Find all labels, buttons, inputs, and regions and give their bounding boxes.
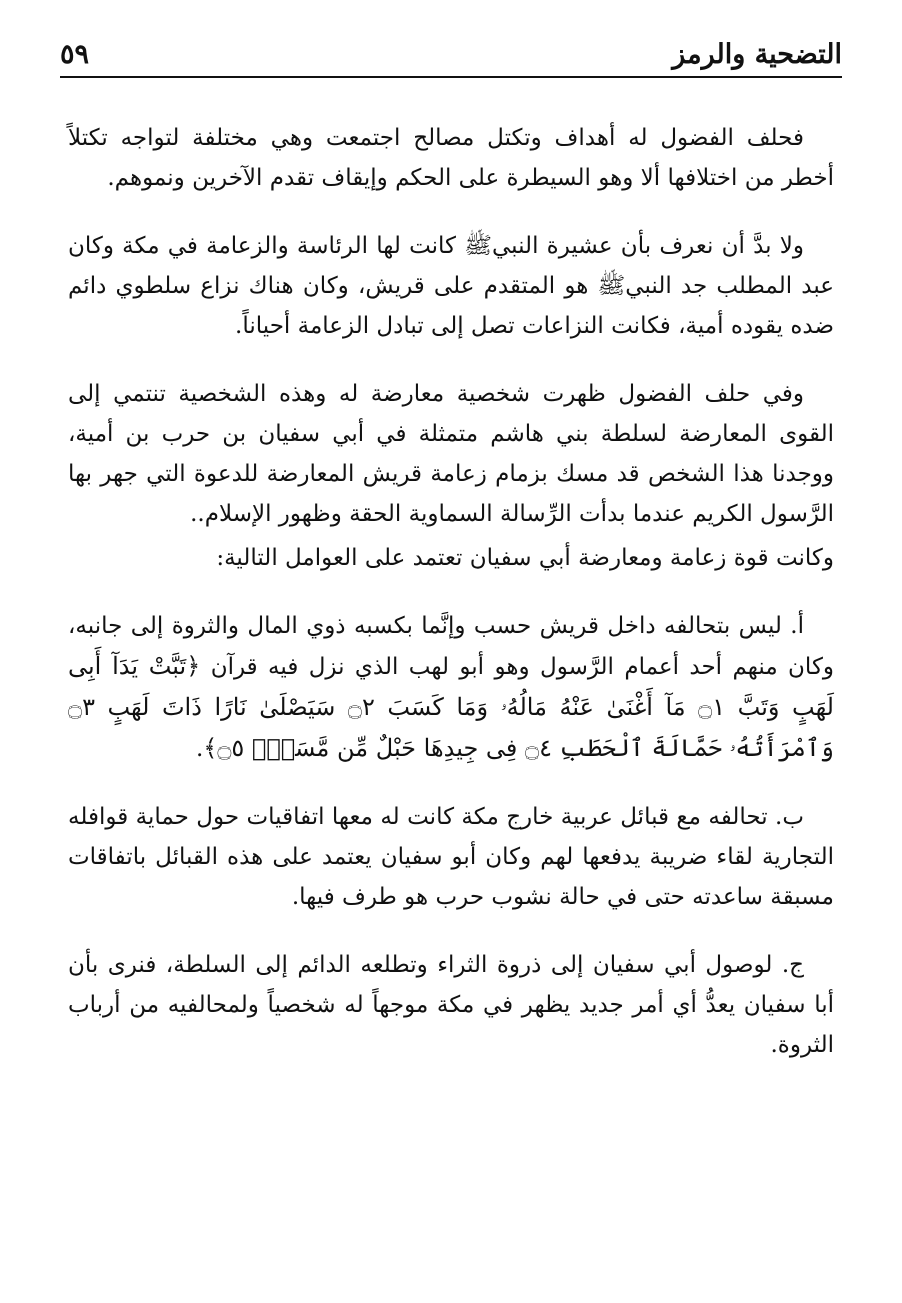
body-text [68, 118, 834, 1093]
paragraph-factors-intro: وكانت قوة زعامة ومعارضة أبي سفيان تعتمد على العوامل التالية: [216, 545, 834, 571]
factor-a [68, 606, 834, 769]
factor-a-end: . [195, 736, 204, 762]
page-number: ٥٩ [60, 39, 90, 70]
factor-b: ب. تحالفه مع قبائل عربية خارج مكة كانت له معها اتفاقيات حول حماية قوافله التجارية لقاء ضريبة يدفعها لهم وكان أبو سفيان يعتمد على هذه القبائل باتفاقات مسبقة ساعدته حتى في حالة نشوب حرب هو طرف فيها. [68, 804, 834, 910]
factor-a-text: أ. ليس بتحالفه داخل قريش حسب وإنَّما بكسبه ذوي المال والثروة إلى جانبه، وكان منهم أحد أعمام الرَّسول وهو أبو لهب الذي نزل فيه قرآن [68, 613, 834, 680]
factor-c: ج. لوصول أبي سفيان إلى ذروة الثراء وتطلعه الدائم إلى السلطة، فنرى بأن أبا سفيان يعدُّ أي أمر جديد يظهر في مكة موجهاً له شخصياً ولمحالفيه من أرباب الثروة. [68, 952, 834, 1058]
paragraph-opposition: وفي حلف الفضول ظهرت شخصية معارضة له وهذه الشخصية تنتمي إلى القوى المعارضة لسلطة بني هاشم متمثلة في أبي سفيان بن حرب بن أمية، ووجدنا هذا الشخص قد مسك بزمام زعامة قريش المعارضة للدعوة التي جهر بها الرَّسول الكريم عندما بدأت الرِّسالة السماوية الحقة وظهور الإسلام.. [68, 381, 834, 527]
page-header [60, 30, 842, 78]
paragraph-alliance-goals: فحلف الفضول له أهداف وتكتل مصالح اجتمعت وهي مختلفة لتواجه تكتلاً أخطر من اختلافها ألا وهو السيطرة على الحكم وإيقاف تقدم الآخرين ونموهم. [68, 125, 834, 191]
paragraph-clan-leadership: ولا بدَّ أن نعرف بأن عشيرة النبيﷺ كانت لها الرئاسة والزعامة في مكة وكان عبد المطلب جد النبيﷺ هو المتقدم على قريش، وكان هناك نزاع سلطوي دائم ضده يقوده أمية، فكانت النزاعات تصل إلى تبادل الزعامة أحياناً. [68, 233, 834, 339]
quran-verse: ﴿تَبَّتْ يَدَآ أَبِى لَهَبٍ وَتَبَّ ۝١ مَآ أَغْنَىٰ عَنْهُ مَالُهُۥ وَمَا كَسَبَ ۝٢ سَيَصْلَىٰ نَارًا ذَاتَ لَهَبٍ ۝٣ وَٱمْرَأَتُهُۥ حَمَّالَةَ ٱلْحَطَبِ ۝٤ فِى جِيدِهَا حَبْلٌ مِّن مَّسَدٍۭ ۝٥﴾ [68, 652, 834, 762]
running-title: التضحية والرمز [672, 39, 842, 70]
